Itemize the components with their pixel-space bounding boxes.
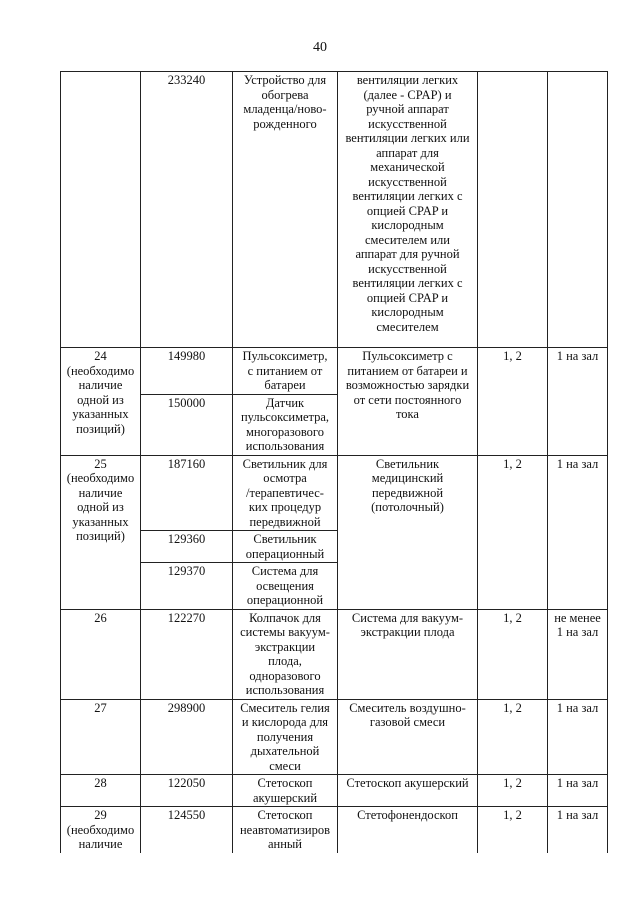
- description-cell: Стетофонендоскоп: [338, 807, 478, 853]
- code-cell: 124550: [141, 807, 233, 853]
- quantity-cell: 1 на зал: [548, 807, 608, 853]
- code-cell: 149980: [141, 348, 233, 395]
- table-row: [61, 348, 608, 395]
- table-row: [61, 72, 608, 348]
- name-cell: Датчик пульсоксиметра, многоразового использования: [233, 394, 338, 455]
- name-cell: Система для освещения операционной: [233, 563, 338, 610]
- quantity-cell: 1 на зал: [548, 775, 608, 807]
- equipment-table: [60, 71, 608, 853]
- level-cell: 1, 2: [478, 609, 548, 699]
- category-cell: 28: [61, 775, 141, 807]
- quantity-cell: 1 на зал: [548, 455, 608, 609]
- level-cell: 1, 2: [478, 455, 548, 609]
- level-cell: 1, 2: [478, 348, 548, 456]
- code-cell: 233240: [141, 72, 233, 348]
- name-cell: Стетоскоп неавтоматизиров анный: [233, 807, 338, 853]
- code-cell: 129370: [141, 563, 233, 610]
- level-cell: 1, 2: [478, 775, 548, 807]
- quantity-cell: 1 на зал: [548, 348, 608, 456]
- code-cell: 298900: [141, 699, 233, 775]
- name-cell: Смеситель гелия и кислорода для получения дыхательной смеси: [233, 699, 338, 775]
- category-cell: 25 (необходимо наличие одной из указанных позиций): [61, 455, 141, 609]
- name-cell: Колпачок для системы вакуум- экстракции плода, одноразового использования: [233, 609, 338, 699]
- code-cell: 187160: [141, 455, 233, 531]
- description-cell: Смеситель воздушно- газовой смеси: [338, 699, 478, 775]
- description-cell: Светильник медицинский передвижной (потолочный): [338, 455, 478, 609]
- table-row: [61, 807, 608, 853]
- table-row: [61, 775, 608, 807]
- table-row: [61, 699, 608, 775]
- quantity-cell: не менее 1 на зал: [548, 609, 608, 699]
- category-cell: [61, 72, 141, 348]
- code-cell: 150000: [141, 394, 233, 455]
- category-cell: 29 (необходимо наличие: [61, 807, 141, 853]
- name-cell: Пульсоксиметр, с питанием от батареи: [233, 348, 338, 395]
- code-cell: 122270: [141, 609, 233, 699]
- name-cell: Светильник для осмотра /терапевтичес- ких процедур передвижной: [233, 455, 338, 531]
- name-cell: Стетоскоп акушерский: [233, 775, 338, 807]
- category-cell: 27: [61, 699, 141, 775]
- name-cell: Устройство для обогрева младенца/ново- рожденного: [233, 72, 338, 348]
- description-cell: Стетоскоп акушерский: [338, 775, 478, 807]
- table-row: [61, 455, 608, 531]
- table-row: [61, 609, 608, 699]
- category-cell: 26: [61, 609, 141, 699]
- name-cell: Светильник операционный: [233, 531, 338, 563]
- code-cell: 122050: [141, 775, 233, 807]
- level-cell: 1, 2: [478, 699, 548, 775]
- code-cell: 129360: [141, 531, 233, 563]
- level-cell: 1, 2: [478, 807, 548, 853]
- quantity-cell: [548, 72, 608, 348]
- page-number: 40: [313, 40, 327, 55]
- level-cell: [478, 72, 548, 348]
- category-cell: 24 (необходимо наличие одной из указанных позиций): [61, 348, 141, 456]
- description-cell: Пульсоксиметр с питанием от батареи и возможностью зарядки от сети постоянного тока: [338, 348, 478, 456]
- description-cell: вентиляции легких (далее - CPAP) и ручной аппарат искусственной вентиляции легких или аппарат для механической искусственной вентиляции легких с опцией CPAP и кислородным смесителем или аппарат для ручной искусственной вентиляции легких с опцией CPAP и кислородным смесителем: [338, 72, 478, 348]
- quantity-cell: 1 на зал: [548, 699, 608, 775]
- description-cell: Система для вакуум- экстракции плода: [338, 609, 478, 699]
